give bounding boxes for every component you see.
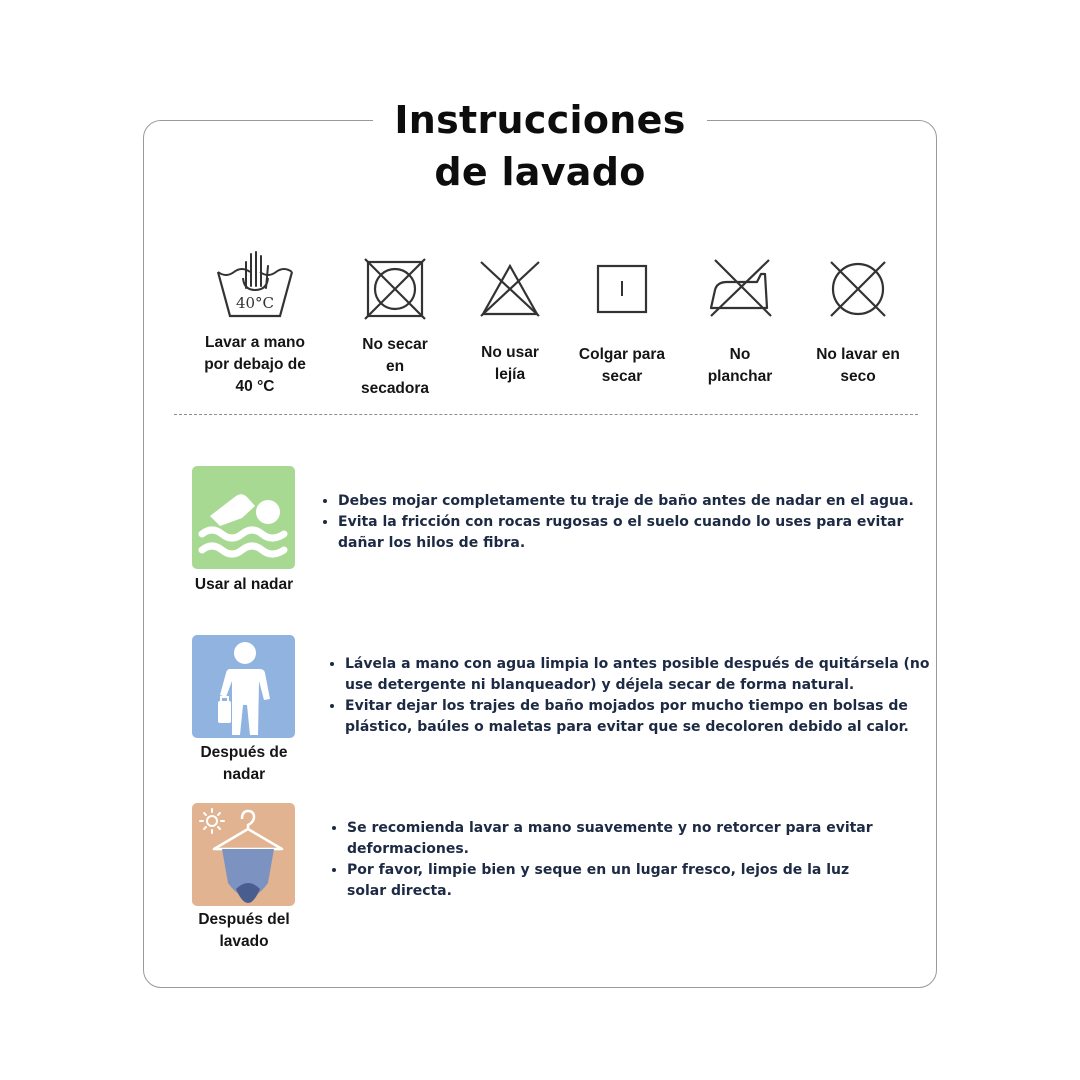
no-dry-clean-icon [827, 258, 889, 320]
tip-item: • Evitar dejar los trajes de baño mojados por mucho tiempo en bolsas de plástico, baúles o maletas para evitar que se decoloren debido al calor. [345, 696, 930, 738]
tip-item: • Por favor, limpie bien y seque en un lugar fresco, lejos de la luz solar directa. [347, 860, 892, 902]
no-tumble-dry-icon [364, 258, 426, 320]
symbol-label-no-tumble-dry: No secar en secadora [360, 336, 430, 397]
after-swim-tips-list [325, 654, 930, 738]
no-bleach-icon [477, 258, 543, 320]
line-dry-icon [596, 264, 648, 314]
symbol-label-no-dry-clean: No lavar en seco [816, 346, 900, 385]
symbol-no-dry-clean [803, 258, 913, 388]
after-wash-section-icon-box [192, 803, 295, 906]
swimming-section-icon-box [192, 466, 295, 569]
symbol-label-line-dry: Colgar para secar [578, 346, 666, 385]
after-swim-section-icon-box [192, 635, 295, 738]
after-swim-section-label: Después de nadar [200, 744, 288, 783]
section-divider [174, 414, 918, 415]
symbol-line-dry [570, 264, 674, 388]
tip-item: • Debes mojar completamente tu traje de baño antes de nadar en el agua. [338, 491, 928, 512]
wash-temp-text: 40°C [235, 294, 275, 312]
tip-item: • Lávela a mano con agua limpia lo antes posible después de quitársela (no use detergente ni blanqueador) y déjela secar de forma natural. [345, 654, 930, 696]
title-line-2: de lavado [434, 150, 646, 194]
page-title [373, 94, 707, 198]
no-iron-icon [707, 258, 773, 320]
symbol-no-bleach [460, 258, 560, 386]
symbol-label-no-bleach: No usar lejía [481, 344, 539, 383]
after-wash-section-label: Después del lavado [198, 911, 290, 950]
after-wash-tips-list [327, 818, 892, 902]
tip-item: • Evita la fricción con rocas rugosas o el suelo cuando lo uses para evitar dañar los hilos de fibra. [338, 512, 928, 554]
symbol-no-iron [690, 258, 790, 388]
symbol-label-no-iron: No planchar [707, 346, 773, 385]
person-after-swim-icon [192, 635, 295, 738]
symbol-label-hand-wash: Lavar a mano por debajo de 40 °C [204, 334, 306, 395]
title-line-1: Instrucciones [394, 98, 686, 142]
swimming-tips-list [318, 491, 928, 554]
swimming-section-label: Usar al nadar [194, 576, 294, 593]
hanger-swimsuit-icon [192, 803, 295, 906]
symbol-no-tumble-dry [340, 258, 450, 400]
swimmer-icon [192, 466, 295, 569]
symbol-hand-wash [190, 248, 320, 398]
hand-wash-40-icon [210, 248, 300, 320]
tip-item: • Se recomienda lavar a mano suavemente y no retorcer para evitar deformaciones. [347, 818, 892, 860]
